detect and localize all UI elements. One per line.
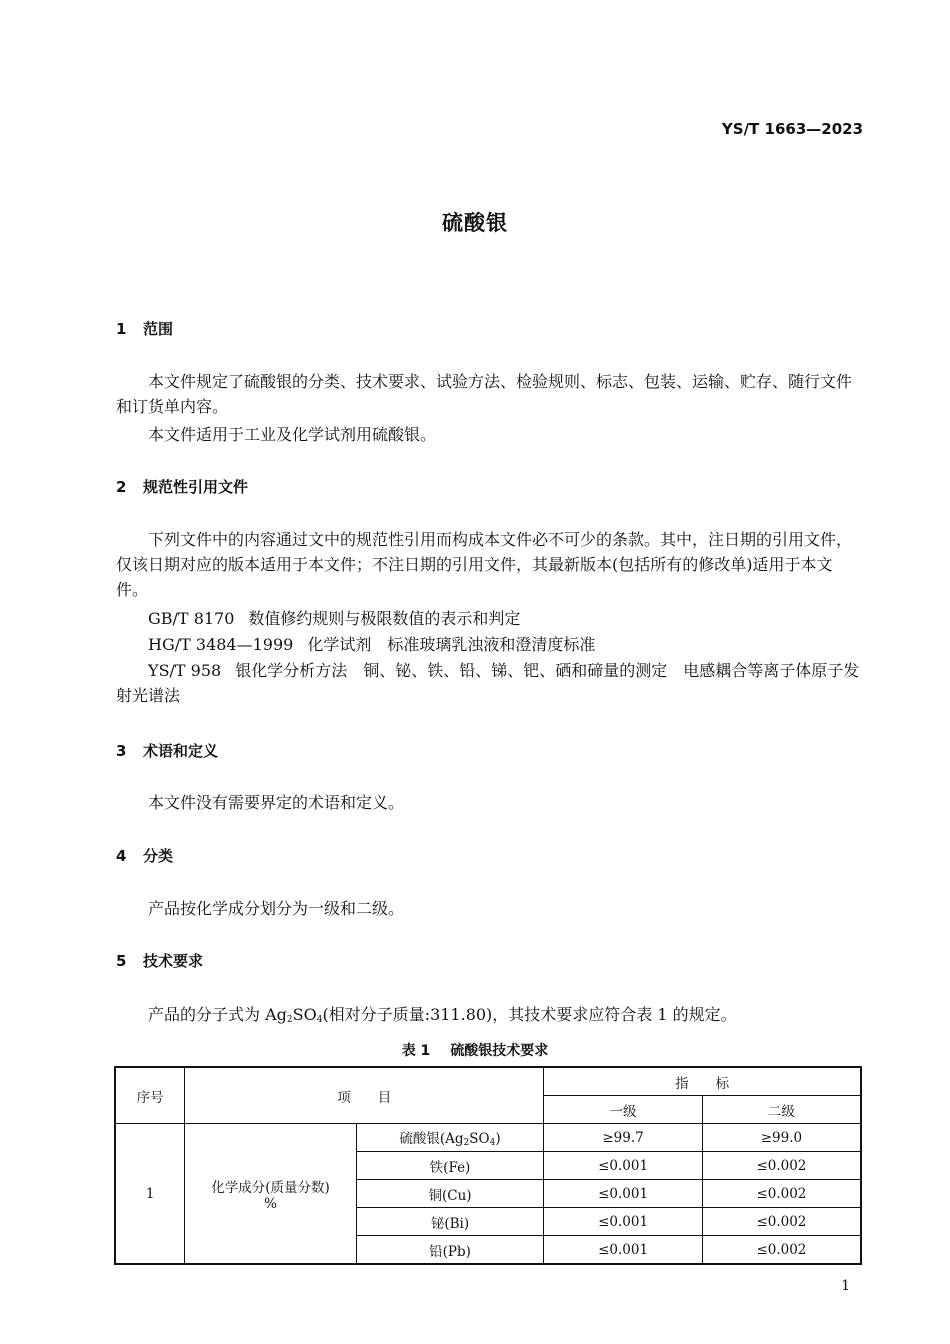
section-title: 规范性引用文件 — [143, 478, 249, 496]
table-row — [115, 1124, 861, 1152]
section-title: 分类 — [143, 847, 174, 865]
grade1-value: ≤0.001 — [544, 1152, 703, 1180]
grade1-value: ≤0.001 — [544, 1236, 703, 1265]
header-seq: 序号 — [115, 1067, 185, 1124]
normative-intro: 下列文件中的内容通过文中的规范性引用而构成本文件必不可少的条款。其中，注日期的引用文件，仅该日期对应的版本适用于本文件；不注日期的引用文件，其最新版本(包括所有的修改单)适用于本文件。 — [116, 530, 853, 599]
section-title: 术语和定义 — [143, 742, 219, 760]
classification-paragraph: 产品按化学成分划分为一级和二级。 — [148, 899, 405, 918]
grade2-value: ≤0.002 — [702, 1236, 861, 1265]
item-name: 铁(Fe) — [356, 1152, 544, 1180]
scope-paragraph-2: 本文件适用于工业及化学试剂用硫酸银。 — [148, 425, 437, 444]
document-title: 硫酸银 — [442, 211, 508, 235]
reference-item — [148, 632, 595, 657]
item-name: 铜(Cu) — [356, 1180, 544, 1208]
category-label: 化学成分(质量分数) — [211, 1179, 330, 1196]
tech-text: 产品的分子式为 Ag — [148, 1005, 287, 1024]
subscript: 4 — [316, 1015, 323, 1025]
subscript: 2 — [286, 1015, 293, 1025]
header-item: 项 目 — [185, 1067, 544, 1124]
item-name: 铋(Bi) — [356, 1208, 544, 1236]
section-title: 范围 — [143, 320, 174, 338]
reference-item — [116, 658, 864, 708]
section-2-heading — [116, 476, 248, 497]
section-number: 4 — [116, 847, 127, 865]
item-name — [356, 1124, 544, 1152]
category-cell — [185, 1124, 356, 1265]
grade2-value: ≥99.0 — [702, 1124, 861, 1152]
tech-requirements-table — [114, 1066, 862, 1265]
grade1-value: ≤0.001 — [544, 1208, 703, 1236]
tech-text: (相对分子质量:311.80)，其技术要求应符合表 1 的规定。 — [322, 1005, 737, 1024]
terms-paragraph: 本文件没有需要界定的术语和定义。 — [148, 793, 405, 812]
subscript: 4 — [489, 1138, 496, 1148]
section-1-heading — [116, 318, 173, 339]
section-number: 5 — [116, 952, 127, 970]
header-grade2: 二级 — [702, 1096, 861, 1124]
section-number: 1 — [116, 320, 127, 338]
item-name: 铅(Pb) — [356, 1236, 544, 1265]
table-caption — [0, 1040, 950, 1060]
section-4-heading — [116, 845, 173, 866]
reference-title: 化学试剂 标准玻璃乳浊液和澄清度标准 — [307, 635, 596, 654]
item-text: ) — [495, 1131, 501, 1147]
tech-text: SO — [292, 1005, 317, 1024]
header-index: 指 标 — [544, 1067, 861, 1096]
unit-label: % — [264, 1195, 277, 1212]
reference-code: HG/T 3484—1999 — [148, 635, 294, 654]
item-text: 硫酸银(Ag — [399, 1131, 464, 1147]
reference-item — [148, 606, 520, 631]
tech-paragraph — [116, 1002, 864, 1033]
grade2-value: ≤0.002 — [702, 1152, 861, 1180]
grade2-value: ≤0.002 — [702, 1180, 861, 1208]
table-title: 硫酸银技术要求 — [450, 1043, 549, 1059]
section-5-heading — [116, 950, 203, 971]
section-number: 3 — [116, 742, 127, 760]
grade1-value: ≥99.7 — [544, 1124, 703, 1152]
reference-code: YS/T 958 — [148, 661, 222, 680]
scope-paragraph-1: 本文件规定了硫酸银的分类、技术要求、试验方法、检验规则、标志、包装、运输、贮存、随行文件和订货单内容。 — [116, 372, 853, 416]
section-title: 技术要求 — [143, 952, 204, 970]
table-number: 表 1 — [401, 1043, 431, 1059]
standard-number: YS/T 1663—2023 — [721, 120, 863, 138]
reference-code: GB/T 8170 — [148, 609, 235, 628]
reference-title: 数值修约规则与极限数值的表示和判定 — [248, 609, 521, 628]
row-seq: 1 — [115, 1124, 185, 1265]
grade2-value: ≤0.002 — [702, 1208, 861, 1236]
header-grade1: 一级 — [544, 1096, 703, 1124]
item-text: SO — [469, 1131, 490, 1147]
section-number: 2 — [116, 478, 127, 496]
grade1-value: ≤0.001 — [544, 1180, 703, 1208]
subscript: 2 — [463, 1138, 470, 1148]
page-number: 1 — [841, 1278, 850, 1294]
reference-title: 银化学分析方法 铜、铋、铁、铅、锑、钯、硒和碲量的测定 电感耦合等离子体原子发射光谱法 — [116, 661, 860, 705]
section-3-heading — [116, 740, 218, 761]
